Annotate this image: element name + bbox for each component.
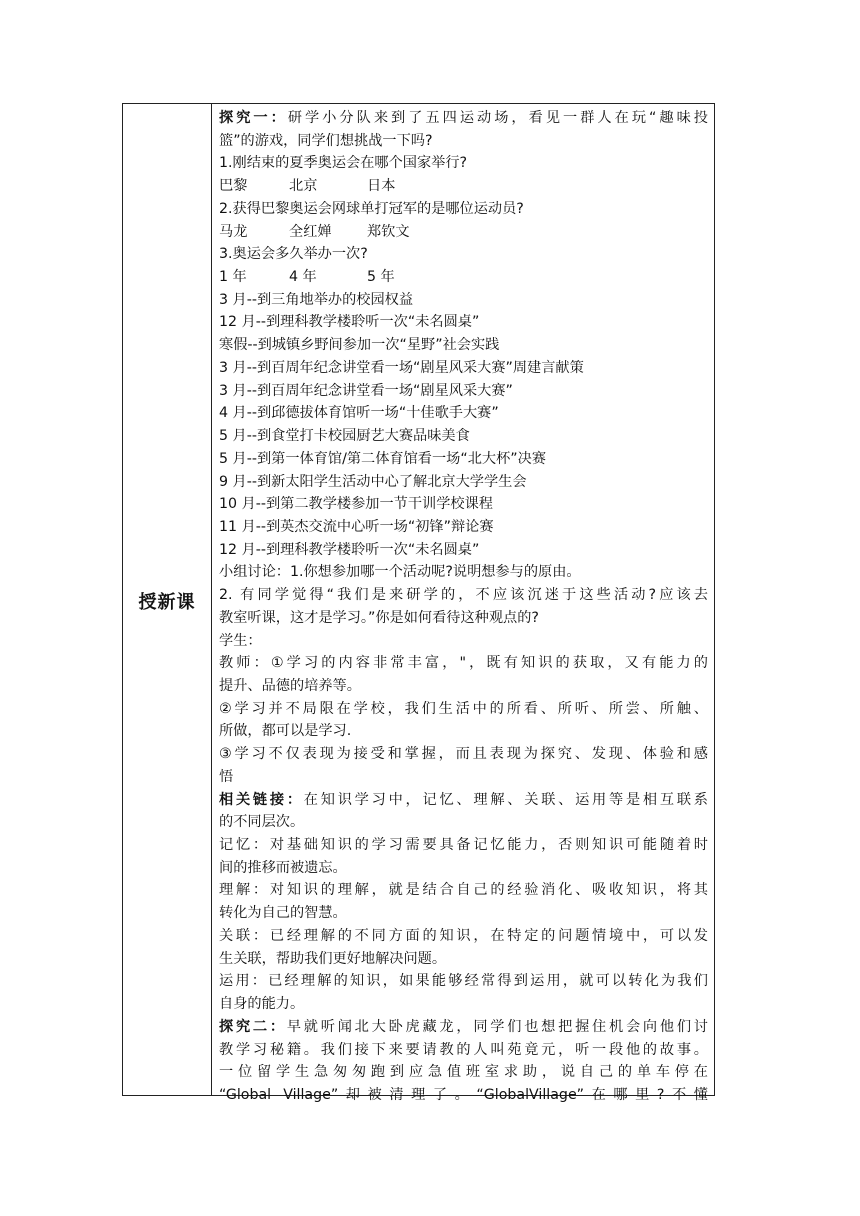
line-text: 10 月--到第二教学楼参加一节干训学校课程 bbox=[219, 496, 493, 513]
line-text: 运用：已经理解的知识，如果能够经常得到运用，就可以转化为我们 bbox=[219, 973, 708, 990]
line-text: 自身的能力。 bbox=[219, 996, 305, 1013]
line-text: 提升、品德的培养等。 bbox=[219, 678, 361, 694]
line-text: 悟 bbox=[219, 768, 234, 785]
content-line bbox=[219, 539, 708, 562]
line-text: 篮”的游戏，同学们想挑战一下吗? bbox=[219, 132, 433, 149]
content-line bbox=[219, 380, 708, 403]
line-text: 3 月--到百周年纪念讲堂看一场“剧星风采大赛”周建言献策 bbox=[219, 359, 584, 376]
content-line bbox=[219, 698, 708, 721]
line-text: ②学习并不局限在学校，我们生活中的所看、所听、所尝、所触、 bbox=[219, 700, 708, 717]
line-text: 小组讨论：1.你想参加哪一个活动呢?说明想参与的原由。 bbox=[219, 564, 581, 581]
line-text: 5 月--到食堂打卡校园厨艺大赛品味美食 bbox=[219, 428, 470, 445]
line-text: 教室听课，这才是学习。”你是如何看待这种观点的? bbox=[219, 609, 539, 626]
content-line bbox=[219, 584, 708, 607]
content-line bbox=[219, 402, 708, 425]
content-line bbox=[219, 630, 708, 653]
option-text: 1 年 bbox=[219, 269, 247, 286]
line-text: 转化为自己的智慧。 bbox=[219, 905, 347, 922]
line-text: 12 月--到理科教学楼聆听一次“未名圆桌” bbox=[219, 314, 480, 331]
option-text: 郑钦文 bbox=[367, 223, 410, 240]
line-text: 12 月--到理科教学楼聆听一次“未名圆桌” bbox=[219, 541, 480, 558]
line-text: 生关联，帮助我们更好地解决问题。 bbox=[219, 950, 447, 967]
content-line bbox=[219, 243, 708, 266]
content-line bbox=[219, 970, 708, 993]
content-line bbox=[219, 493, 708, 516]
line-text: 在知识学习中，记忆、理解、关联、运用等是相互联系 bbox=[303, 791, 708, 808]
content-line bbox=[219, 130, 708, 153]
content-line bbox=[219, 1016, 708, 1039]
content-line bbox=[219, 925, 708, 948]
option-text: 5 年 bbox=[367, 269, 395, 286]
line-text: 理解：对知识的理解，就是结合自己的经验消化、吸收知识，将其 bbox=[219, 882, 708, 899]
line-text: 间的推移而被遗忘。 bbox=[219, 859, 347, 876]
content-line bbox=[219, 311, 708, 334]
line-text: 3 月--到百周年纪念讲堂看一场“剧星风采大赛” bbox=[219, 382, 513, 399]
content-line bbox=[219, 834, 708, 857]
option-text: 全红婵 bbox=[289, 223, 332, 240]
option-text: 马龙 bbox=[219, 223, 248, 240]
content-line bbox=[219, 425, 708, 448]
line-text: 记忆：对基础知识的学习需要具备记忆能力，否则知识可能随着时 bbox=[219, 837, 708, 854]
content-line bbox=[219, 334, 708, 357]
option-text: 日本 bbox=[367, 178, 396, 195]
content-line bbox=[219, 675, 708, 698]
content-line bbox=[219, 811, 708, 834]
content-line bbox=[219, 743, 708, 766]
line-text: 学生： bbox=[219, 632, 262, 649]
content-line bbox=[219, 607, 708, 630]
content-line bbox=[219, 357, 708, 380]
option-text: 巴黎 bbox=[219, 178, 248, 195]
content-line bbox=[219, 198, 708, 221]
section-label: 授新课 bbox=[138, 592, 196, 613]
content-line bbox=[219, 948, 708, 971]
content-line bbox=[219, 266, 708, 289]
content-line bbox=[219, 448, 708, 471]
content-line bbox=[219, 902, 708, 925]
content-line bbox=[219, 221, 708, 244]
bold-heading: 探究一： bbox=[219, 110, 288, 126]
line-text: 9 月--到新太阳学生活动中心了解北京大学学生会 bbox=[219, 473, 527, 490]
line-text: 关联：已经理解的不同方面的知识，在特定的问题情境中，可以发 bbox=[219, 927, 708, 944]
line-text: 4 月--到邱德拔体育馆听一场“十佳歌手大赛” bbox=[219, 405, 499, 422]
line-text: 一位留学生急匆匆跑到应急值班室求助，说自己的单车停在 bbox=[219, 1064, 708, 1081]
content-line bbox=[219, 993, 708, 1016]
content-line bbox=[219, 1084, 708, 1107]
content-line bbox=[219, 857, 708, 880]
content-line bbox=[219, 652, 708, 675]
content-line bbox=[219, 175, 708, 198]
line-text: 寒假--到城镇乡野间参加一次“星野”社会实践 bbox=[219, 337, 500, 354]
line-text: 所做，都可以是学习. bbox=[219, 723, 352, 740]
line-text: 教学习秘籍。我们接下来要请教的人叫苑竟元，听一段他的故事。 bbox=[219, 1041, 708, 1058]
content-line bbox=[219, 107, 708, 130]
bold-heading: 相关链接： bbox=[219, 791, 304, 808]
line-text: 1.刚结束的夏季奥运会在哪个国家举行? bbox=[219, 155, 468, 172]
content-line bbox=[219, 471, 708, 494]
content-line bbox=[219, 289, 708, 312]
line-text: 3.奥运会多久举办一次? bbox=[219, 246, 368, 263]
line-text: 研学小分队来到了五四运动场，看见一群人在玩“趣味投 bbox=[287, 110, 708, 126]
option-text: 北京 bbox=[289, 178, 318, 195]
content-line bbox=[219, 879, 708, 902]
line-text: 5 月--到第一体育馆/第二体育馆看一场“北大杯”决赛 bbox=[219, 450, 547, 467]
line-text: 的不同层次。 bbox=[219, 814, 305, 831]
content-line bbox=[219, 516, 708, 539]
content-line bbox=[219, 766, 708, 789]
line-text: 早就听闻北大卧虎藏龙，同学们也想把握住机会向他们讨 bbox=[286, 1018, 708, 1035]
content-line bbox=[219, 789, 708, 812]
content-line bbox=[219, 152, 708, 175]
line-text: ③学习不仅表现为接受和掌握，而且表现为探究、发现、体验和感 bbox=[219, 746, 708, 763]
content-line bbox=[219, 1061, 708, 1084]
content-line bbox=[219, 1039, 708, 1062]
line-text: 3 月--到三角地举办的校园权益 bbox=[219, 291, 414, 308]
line-text: 2.获得巴黎奥运会网球单打冠军的是哪位运动员? bbox=[219, 200, 524, 217]
line-text: 2. 有同学觉得“我们是来研学的，不应该沉迷于这些活动?应该去 bbox=[219, 587, 708, 604]
option-text: 4 年 bbox=[289, 269, 317, 286]
line-text: “Global Village”却被清理了。“GlobalVillage”在哪里?不懂 bbox=[219, 1086, 708, 1103]
content-line bbox=[219, 561, 708, 584]
line-text: 教师：①学习的内容非常丰富，"，既有知识的获取，又有能力的 bbox=[219, 655, 708, 672]
bold-heading: 探究二： bbox=[219, 1018, 287, 1035]
line-text: 11 月--到英杰交流中心听一场“初锋”辩论赛 bbox=[219, 518, 494, 535]
column-divider bbox=[211, 104, 212, 1095]
lesson-table bbox=[122, 103, 715, 1103]
content-line bbox=[219, 720, 708, 743]
